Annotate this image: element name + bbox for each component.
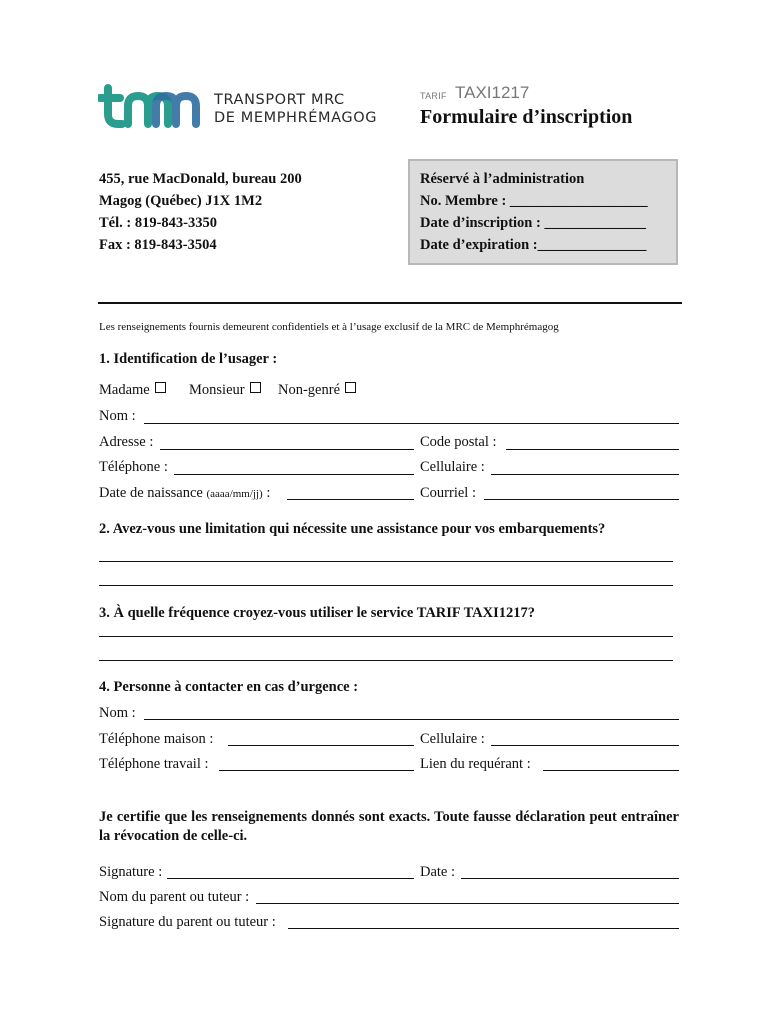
- tel-travail-label: Téléphone travail :: [99, 756, 209, 772]
- cellulaire-label: Cellulaire :: [420, 459, 485, 475]
- nom-parent-field[interactable]: [256, 903, 679, 904]
- telephone-field[interactable]: [174, 474, 414, 475]
- address-fax: Fax : 819-843-3504: [99, 237, 217, 253]
- form-title: Formulaire d’inscription: [420, 106, 633, 128]
- code-postal-label: Code postal :: [420, 434, 497, 450]
- tel-travail-field[interactable]: [219, 770, 414, 771]
- contact-nom-field[interactable]: [144, 719, 679, 720]
- section3-answer-line2[interactable]: [99, 660, 673, 661]
- section3-answer-line1[interactable]: [99, 636, 673, 637]
- code-postal-field[interactable]: [506, 449, 679, 450]
- tel-maison-label: Téléphone maison :: [99, 731, 214, 747]
- date-naissance-text: Date de naissance: [99, 485, 203, 501]
- section4-title: 4. Personne à contacter en cas d’urgence :: [99, 679, 359, 695]
- tmm-logo-icon: [98, 84, 202, 130]
- admin-date-inscription: Date d’inscription : ______________: [420, 215, 646, 231]
- non-genre-label: Non-genré: [278, 382, 341, 398]
- contact-cellulaire-label: Cellulaire :: [420, 731, 485, 747]
- monsieur-label: Monsieur: [189, 382, 245, 398]
- date-format-hint: (aaaa/mm/jj): [206, 488, 263, 500]
- section1-title: 1. Identification de l’usager :: [99, 351, 278, 367]
- cellulaire-field[interactable]: [491, 474, 679, 475]
- section3-title: 3. À quelle fréquence croyez-vous utiliser le service TARIF TAXI1217?: [99, 605, 536, 621]
- non-genre-option[interactable]: [278, 382, 356, 399]
- lien-label: Lien du requérant :: [420, 756, 531, 772]
- section2-title: 2. Avez-vous une limitation qui nécessite une assistance pour vos embarquements?: [99, 521, 606, 537]
- madame-option[interactable]: [99, 382, 166, 399]
- tarif-big-label: TAXI1217: [455, 83, 530, 102]
- section2-answer-line2[interactable]: [99, 585, 673, 586]
- madame-checkbox[interactable]: [155, 382, 166, 393]
- lien-field[interactable]: [543, 770, 679, 771]
- address-line2: Magog (Québec) J1X 1M2: [99, 193, 263, 209]
- brand-name-line2: DE MEMPHRÉMAGOG: [214, 110, 378, 126]
- certification-text: Je certifie que les renseignements donnés sont exacts. Toute fausse déclaration peut entraîner la révocation de celle-ci.: [99, 809, 679, 844]
- nom-label: Nom :: [99, 408, 136, 424]
- signature-label: Signature :: [99, 864, 163, 880]
- adresse-field[interactable]: [160, 449, 414, 450]
- section2-answer-line1[interactable]: [99, 561, 673, 562]
- date-naissance-label: [99, 485, 270, 502]
- monsieur-checkbox[interactable]: [250, 382, 261, 393]
- telephone-label: Téléphone :: [99, 459, 168, 475]
- nom-parent-label: Nom du parent ou tuteur :: [99, 889, 250, 905]
- tel-maison-field[interactable]: [228, 745, 414, 746]
- address-line1: 455, rue MacDonald, bureau 200: [99, 171, 302, 187]
- admin-member-no: No. Membre : ___________________: [420, 193, 648, 209]
- date-naissance-field[interactable]: [287, 499, 414, 500]
- tarif-small-label: TARIF: [420, 91, 447, 101]
- courriel-field[interactable]: [484, 499, 679, 500]
- non-genre-checkbox[interactable]: [345, 382, 356, 393]
- brand-name-line1: TRANSPORT MRC: [214, 92, 345, 108]
- date-label: Date :: [420, 864, 456, 880]
- address-phone: Tél. : 819-843-3350: [99, 215, 217, 231]
- admin-date-expiration: Date d’expiration :_______________: [420, 237, 647, 253]
- signature-field[interactable]: [167, 878, 414, 879]
- signature-parent-field[interactable]: [288, 928, 679, 929]
- nom-field[interactable]: [144, 423, 679, 424]
- confidential-note: Les renseignements fournis demeurent confidentiels et à l’usage exclusif de la MRC de Memphrémagog: [99, 321, 559, 333]
- admin-title: Réservé à l’administration: [420, 171, 585, 187]
- courriel-label: Courriel :: [420, 485, 476, 501]
- date-field[interactable]: [461, 878, 679, 879]
- adresse-label: Adresse :: [99, 434, 154, 450]
- signature-parent-label: Signature du parent ou tuteur :: [99, 914, 276, 930]
- contact-cellulaire-field[interactable]: [491, 745, 679, 746]
- contact-nom-label: Nom :: [99, 705, 136, 721]
- madame-label: Madame: [99, 382, 150, 398]
- monsieur-option[interactable]: [189, 382, 261, 399]
- date-naissance-colon: :: [266, 485, 271, 501]
- divider: [98, 302, 682, 304]
